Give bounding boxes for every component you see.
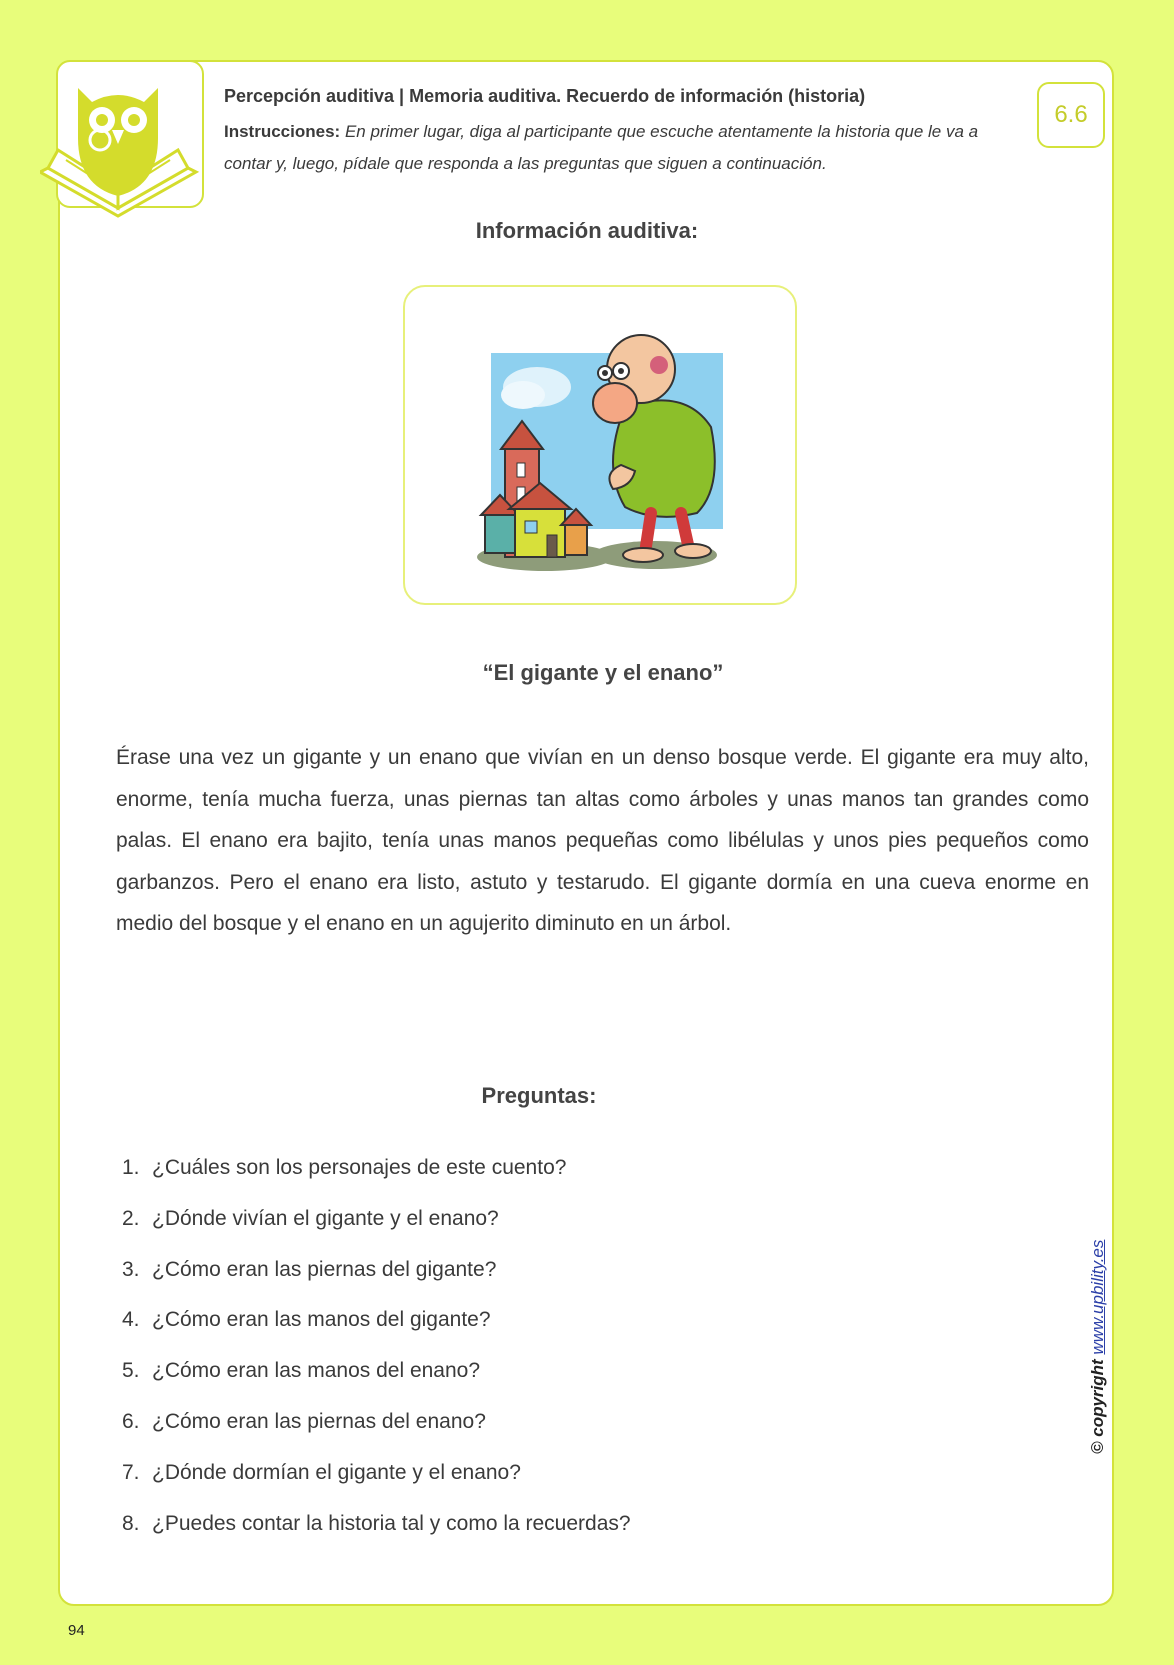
question-number: 7. bbox=[122, 1460, 140, 1484]
question-number: 6. bbox=[122, 1409, 140, 1433]
question-item bbox=[122, 1461, 631, 1512]
copyright-label: © copyright bbox=[1088, 1359, 1107, 1454]
question-item bbox=[122, 1512, 631, 1563]
question-item bbox=[122, 1308, 631, 1359]
question-number: 2. bbox=[122, 1206, 140, 1230]
questions-list bbox=[122, 1156, 631, 1562]
question-text: ¿Cómo eran las piernas del gigante? bbox=[152, 1257, 497, 1281]
illustration-frame bbox=[403, 285, 797, 605]
question-item bbox=[122, 1258, 631, 1309]
question-text: ¿Cómo eran las piernas del enano? bbox=[152, 1409, 486, 1433]
exercise-title: Percepción auditiva | Memoria auditiva. Recuerdo de información (historia) bbox=[224, 86, 866, 106]
question-number: 1. bbox=[122, 1156, 140, 1179]
question-item bbox=[122, 1359, 631, 1410]
question-number: 3. bbox=[122, 1257, 140, 1281]
questions-title: Preguntas: bbox=[481, 1083, 597, 1108]
question-number: 4. bbox=[122, 1308, 140, 1332]
info-section-title: Información auditiva: bbox=[475, 218, 699, 243]
question-text: ¿Dónde vivían el gigante y el enano? bbox=[152, 1206, 499, 1230]
owl-reading-book-icon bbox=[40, 68, 210, 218]
question-item bbox=[122, 1156, 631, 1207]
question-item bbox=[122, 1207, 631, 1258]
story-text: Érase una vez un gigante y un enano que vivían en un denso bosque verde. El gigante era muy alto, enorme, tenía mucha fuerza, unas piernas tan altas como árboles y unas manos tan grandes como palas. El enano era bajito, tenía unas manos pequeñas como libélulas y unos pies pequeños como garbanzos. Pero el enano era listo, astuto y testarudo. El gigante dormía en una cueva enorme en medio del bosque y el enano en un agujerito diminuto en un árbol. bbox=[116, 746, 1089, 935]
copyright-notice bbox=[1088, 1224, 1112, 1454]
story-title: “El gigante y el enano” bbox=[482, 660, 724, 685]
question-number: 8. bbox=[122, 1511, 140, 1535]
page-number: 94 bbox=[68, 1622, 85, 1639]
owl-logo bbox=[56, 60, 204, 208]
instructions bbox=[224, 116, 1024, 180]
instructions-text: En primer lugar, diga al participante que escuche atentamente la historia que le va a contar y, luego, pídale que responda a las preguntas que siguen a continuación. bbox=[224, 122, 979, 173]
copyright-link[interactable]: www.upbility.es bbox=[1088, 1239, 1107, 1355]
question-text: ¿Puedes contar la historia tal y como la recuerdas? bbox=[152, 1511, 631, 1535]
question-item bbox=[122, 1410, 631, 1461]
question-text: ¿Dónde dormían el gigante y el enano? bbox=[152, 1460, 521, 1484]
question-number: 5. bbox=[122, 1359, 140, 1383]
question-text: ¿Cómo eran las manos del gigante? bbox=[152, 1308, 491, 1332]
instructions-label: Instrucciones: bbox=[224, 122, 341, 141]
question-text: ¿Cómo eran las manos del enano? bbox=[152, 1359, 481, 1383]
giant-and-houses-illustration bbox=[475, 317, 731, 577]
exercise-number-badge: 6.6 bbox=[1037, 82, 1105, 148]
question-text: ¿Cuáles son los personajes de este cuento? bbox=[152, 1156, 567, 1179]
